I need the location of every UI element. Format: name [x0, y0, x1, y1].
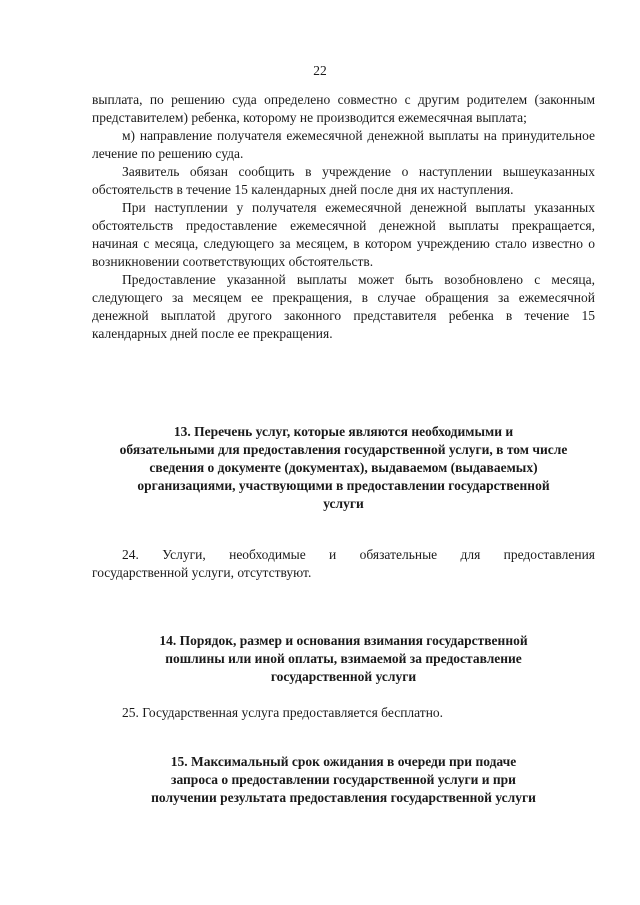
paragraph-continuation: выплата, по решению суда определено совместно с другим родителем (законным представителем) ребенка, которому не производится ежемесячная выплата; — [92, 92, 595, 125]
heading-line: обязательными для предоставления государственной услуги, в том числе — [119, 442, 568, 457]
heading-line: услуги — [323, 496, 364, 511]
section-14-paragraph — [92, 704, 595, 722]
heading-line: государственной услуги — [270, 669, 417, 684]
paragraph-resumption: Предоставление указанной выплаты может быть возобновлено с месяца, следующего за месяцем ее прекращения, в случае обращения за ежемесячной денежной выплатой другого законного представителя ребенка в течение 15 календарных дней после ее прекращения. — [92, 272, 595, 341]
heading-line: запроса о предоставлении государственной услуги и при — [171, 772, 516, 787]
heading-line: 14. Порядок, размер и основания взимания государственной — [159, 633, 528, 648]
paragraph-24-line-1: 24. Услуги, необходимые и обязательные для предоставления — [122, 547, 595, 562]
heading-line: пошлины или иной оплаты, взимаемой за предоставление — [165, 651, 522, 666]
heading-line: организациями, участвующими в предоставлении государственной — [137, 478, 550, 493]
heading-line: 15. Максимальный срок ожидания в очереди при подаче — [170, 754, 517, 769]
section-15-heading — [92, 753, 595, 807]
paragraph-termination: При наступлении у получателя ежемесячной денежной выплаты указанных обстоятельств предоставление ежемесячной денежной выплаты прекращается, начиная с месяца, следующего за месяцем, в котором учреждению стало известно о возникновении соответствующих обстоятельств. — [92, 200, 595, 269]
paragraph-25: 25. Государственная услуга предоставляется бесплатно. — [122, 705, 444, 720]
section-13-heading — [92, 423, 595, 513]
paragraph-item-m: м) направление получателя ежемесячной денежной выплаты на принудительное лечение по решению суда. — [92, 128, 595, 161]
paragraph-applicant-duty: Заявитель обязан сообщить в учреждение о наступлении вышеуказанных обстоятельств в течение 15 календарных дней после дня их наступления. — [92, 164, 595, 197]
heading-line: 13. Перечень услуг, которые являются необходимыми и — [173, 424, 514, 439]
paragraph-24-line-2: государственной услуги, отсутствуют. — [92, 565, 312, 580]
section-13-paragraph — [92, 546, 595, 582]
body-text-top — [92, 91, 595, 343]
heading-line: получении результата предоставления государственной услуги — [151, 790, 536, 805]
section-14-heading — [92, 632, 595, 686]
page-number: 22 — [313, 63, 327, 78]
heading-line: сведения о документе (документах), выдаваемом (выдаваемых) — [149, 460, 538, 475]
